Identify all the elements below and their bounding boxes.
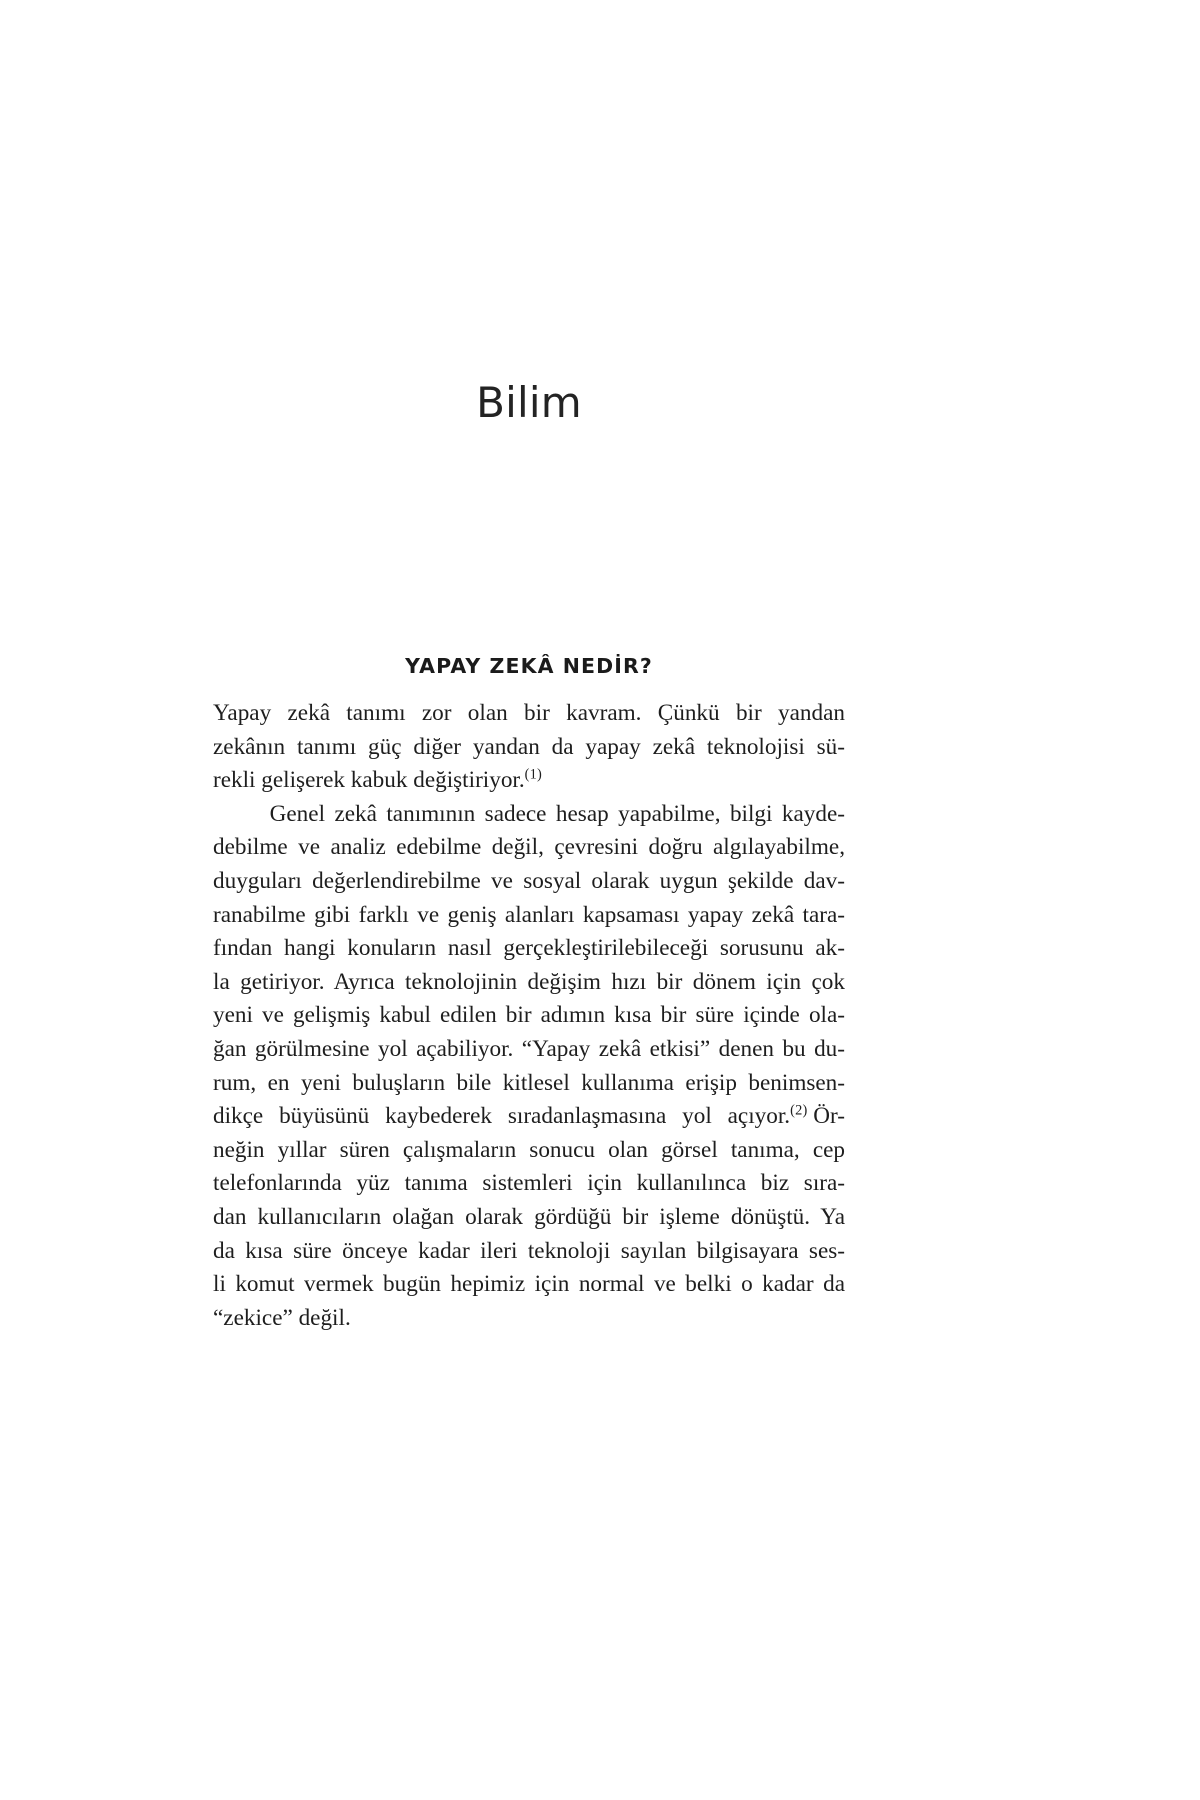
text-line: ğan görülmesine yol açabiliyor. “Yapay zekâ etkisi” denen bu du- [213,1035,845,1062]
text-line: ranabilme gibi farklı ve geniş alanları kapsaması yapay zekâ tara- [213,901,845,928]
footnote-marker-2: (2) [790,1102,808,1119]
text-line: Yapay zekâ tanımı zor olan bir kavram. Çünkü bir yandan [213,700,845,726]
paragraph-2 [213,798,845,1336]
text-line: dan kullanıcıların olağan olarak gördüğü bir işleme dönüştü. Ya [213,1203,845,1230]
chapter-title: Bilim [476,378,582,428]
text-line-content: rekli gelişerek kabuk değiştiriyor. [213,767,525,794]
text-line: Genel zekâ tanımının sadece hesap yapabilme, bilgi kayde- [213,800,845,827]
text-line: neğin yıllar süren çalışmaların sonucu olan görsel tanıma, cep [213,1136,845,1163]
text-line: duyguları değerlendirebilme ve sosyal olarak uygun şekilde dav- [213,867,845,894]
text-line: la getiriyor. Ayrıca teknolojinin değişim hızı bir dönem için çok [213,968,845,995]
footnote-marker-1: (1) [524,766,543,783]
text-line: li komut vermek bugün hepimiz için normal ve belki o kadar da [213,1271,845,1298]
text-line: yeni ve gelişmiş kabul edilen bir adımın kısa bir süre içinde ola- [213,1002,845,1029]
text-line [213,764,845,798]
line-tail-fragment: Ör- [813,1103,845,1130]
text-line: da kısa süre önceye kadar ileri teknoloji sayılan bilgisayara ses- [213,1237,845,1264]
text-line: zekânın tanımı güç diğer yandan da yapay zekâ teknolojisi sü- [213,733,845,760]
section-heading: YAPAY ZEKÂ NEDİR? [405,654,653,678]
body-text-block [213,697,845,1335]
text-line: rum, en yeni buluşların bile kitlesel kullanıma erişip benimsen- [213,1069,845,1096]
text-line: telefonlarında yüz tanıma sistemleri için kullanılınca biz sıra- [213,1170,845,1197]
text-line: fından hangi konuların nasıl gerçekleştirilebileceği sorusunu ak- [213,935,845,962]
paragraph-1 [213,697,845,798]
text-line: “zekice” değil. [213,1304,351,1331]
text-line: debilme ve analiz edebilme değil, çevresini doğru algılayabilme, [213,834,845,861]
text-line-content: dikçe büyüsünü kaybederek sıradanlaşmasına yol açıyor. [213,1103,791,1130]
text-line [213,1100,845,1134]
